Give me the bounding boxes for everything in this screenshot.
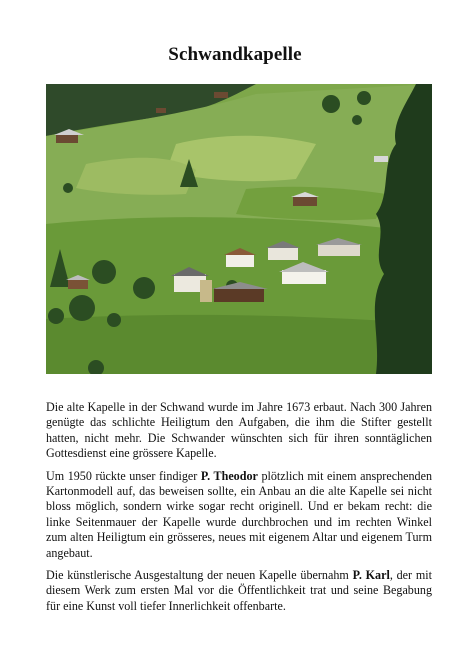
paragraph-text: Die alte Kapelle in der Schwand wurde im Jahre 1673 erbaut. Nach 300 Jahren genügte das schlichte Heiligtum den Aufgaben, die ihm die Stifter gestellt hatten, nicht mehr. Die Schwander wünschten sich für ihren sonntäglichen Gottesdienst eine grössere Kapelle. bbox=[46, 400, 432, 461]
landscape-illustration bbox=[46, 84, 432, 374]
paragraph-text: plötzlich mit einem ansprechenden Kartonmodell auf, das beweisen sollte, ein Anbau an die alte Kapelle sei nicht bloss möglich, sondern wirke sogar recht originell. Und er bekam recht: die linke Seitenmauer der Kapelle wurde durchbrochen und im rechten Winkel zum alten Heiligtum ein grösseres, neues mit eigenem Altar und eigenem Turm angebaut. bbox=[46, 468, 432, 560]
page-title: Schwandkapelle bbox=[168, 44, 302, 65]
light-patch-2 bbox=[76, 158, 196, 195]
article-body bbox=[46, 400, 432, 621]
paragraph bbox=[46, 469, 432, 561]
landscape-photo bbox=[46, 84, 432, 374]
paragraph bbox=[46, 568, 432, 614]
paragraph-text: Die künstlerische Ausgestaltung der neuen Kapelle übernahm bbox=[46, 568, 353, 583]
bold-name: P. Karl bbox=[352, 568, 390, 583]
paragraph-text: Um 1950 rückte unser findiger bbox=[46, 468, 201, 483]
paragraph bbox=[46, 400, 432, 462]
foreground bbox=[46, 315, 432, 374]
bold-name: P. Theodor bbox=[200, 468, 258, 483]
paragraph-text: , der mit diesem Werk zum ersten Mal vor die Öffentlichkeit trat und seine Begabung für eine Kunst voll tiefer Innerlichkeit offenbarte. bbox=[46, 568, 432, 613]
